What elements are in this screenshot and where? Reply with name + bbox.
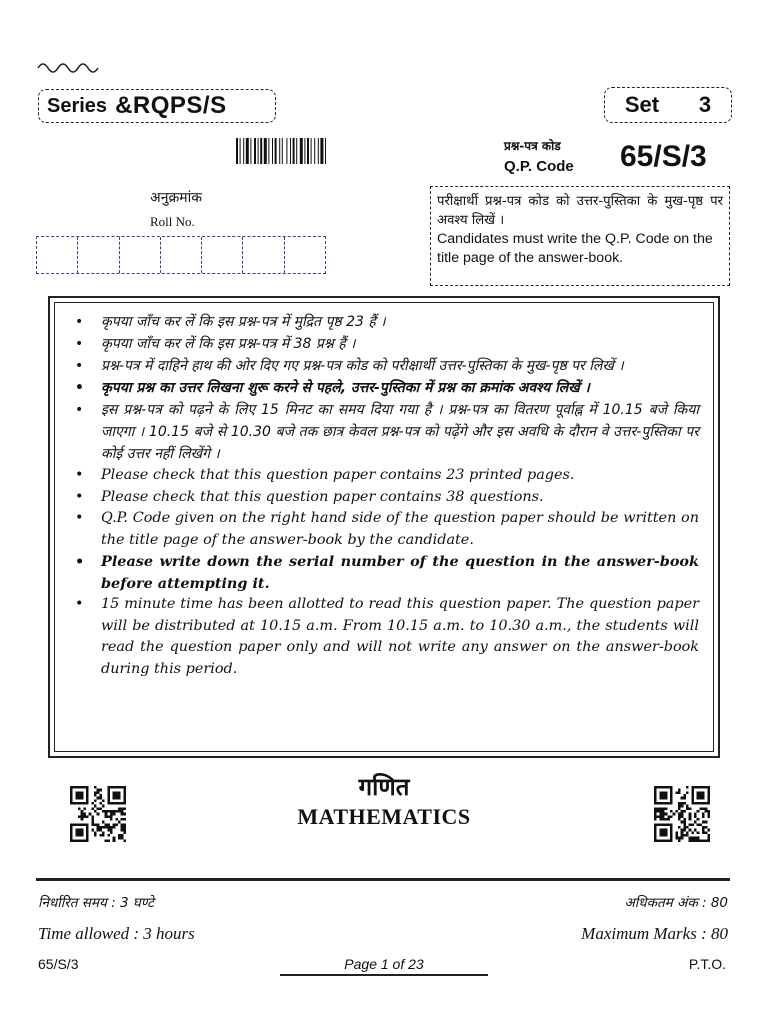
- roll-number-cell[interactable]: [202, 237, 243, 273]
- series-code: &RQPS/S: [115, 92, 227, 119]
- time-allowed-hindi: निर्धारित समय : 3 घण्टे: [38, 895, 154, 911]
- roll-number-cell[interactable]: [243, 237, 284, 273]
- qp-code-value: 65/S/3: [620, 140, 707, 173]
- set-number: 3: [698, 92, 712, 117]
- set-label: Set: [624, 92, 660, 117]
- instructions-box: [48, 296, 720, 758]
- roll-number-boxes[interactable]: [36, 236, 326, 274]
- barcode-icon: [236, 138, 362, 164]
- qp-code-label-hindi: प्रश्न-पत्र कोड: [504, 139, 561, 153]
- instruction-item: • Please write down the serial number of the question in the answer-book before attempting it.: [71, 551, 699, 594]
- instruction-item: • Please check that this question paper contains 23 printed pages.: [71, 465, 699, 487]
- footer-divider: [280, 974, 488, 976]
- roll-number-cell[interactable]: [285, 237, 325, 273]
- instruction-item: • इस प्रश्न-पत्र को पढ़ने के लिए 15 मिनट का समय दिया गया है । प्रश्न-पत्र का वितरण पूर्वाह्न में 10.15 बजे किया जाएगा । 10.15 बजे से 10.30 बजे तक छात्र केवल प्रश्न-पत्र को पढ़ेंगे और इस अवधि के दौरान वे उत्तर-पुस्तिका पर कोई उत्तर नहीं लिखेंगे ।: [71, 399, 699, 465]
- maximum-marks: Maximum Marks : 80: [581, 924, 728, 943]
- notice-hindi: परीक्षार्थी प्रश्न-पत्र कोड को उत्तर-पुस्तिका के मुख-पृष्ठ पर अवश्य लिखें ।: [437, 194, 723, 228]
- roll-number-cell[interactable]: [78, 237, 119, 273]
- subject-title: MATHEMATICS: [297, 804, 471, 829]
- roll-number-cell[interactable]: [120, 237, 161, 273]
- instruction-item: • कृपया जाँच कर लें कि इस प्रश्न-पत्र में 38 प्रश्न हैं ।: [71, 333, 699, 355]
- instruction-item: • Q.P. Code given on the right hand side of the question paper should be written on the title page of the answer-book by the candidate.: [71, 508, 699, 551]
- qp-code-label: Q.P. Code: [504, 158, 574, 175]
- instruction-item: • कृपया जाँच कर लें कि इस प्रश्न-पत्र में मुद्रित पृष्ठ 23 हैं ।: [71, 311, 699, 333]
- instruction-item: • कृपया प्रश्न का उत्तर लिखना शुरू करने से पहले, उत्तर-पुस्तिका में प्रश्न का क्रमांक अवश्य लिखें ।: [71, 377, 699, 399]
- squiggle-mark: [36, 56, 100, 76]
- series-label: Series: [47, 94, 108, 117]
- instruction-item: • Please check that this question paper contains 38 questions.: [71, 487, 699, 509]
- page-number: Page 1 of 23: [344, 956, 424, 972]
- roll-number-cell[interactable]: [37, 237, 78, 273]
- roll-number-label-hindi: अनुक्रमांक: [150, 190, 202, 206]
- instructions-inner: [54, 302, 714, 752]
- instruction-item: • प्रश्न-पत्र में दाहिने हाथ की ओर दिए गए प्रश्न-पत्र कोड को परीक्षार्थी उत्तर-पुस्तिका के मुख-पृष्ठ पर लिखें ।: [71, 355, 699, 377]
- roll-number-label: Roll No.: [150, 214, 195, 229]
- roll-number-cell[interactable]: [161, 237, 202, 273]
- instruction-item: • 15 minute time has been allotted to read this question paper. The question paper will be distributed at 10.15 a.m. From 10.15 a.m. to 10.30 a.m., the students will read the question paper only and will not write any answer on the answer-book during this period.: [71, 594, 699, 680]
- instructions-list: [71, 311, 699, 680]
- subject-title-hindi: गणित: [358, 773, 410, 801]
- candidate-notice-box: [430, 186, 730, 286]
- maximum-marks-hindi: अधिकतम अंक : 80: [624, 895, 728, 911]
- divider: [36, 878, 730, 881]
- set-box: [604, 87, 732, 123]
- series-box: [38, 89, 276, 123]
- time-allowed: Time allowed : 3 hours: [38, 924, 195, 943]
- notice-english: Candidates must write the Q.P. Code on the title page of the answer-book.: [437, 231, 713, 266]
- footer-code: 65/S/3: [38, 956, 79, 972]
- pto-label: P.T.O.: [688, 956, 726, 972]
